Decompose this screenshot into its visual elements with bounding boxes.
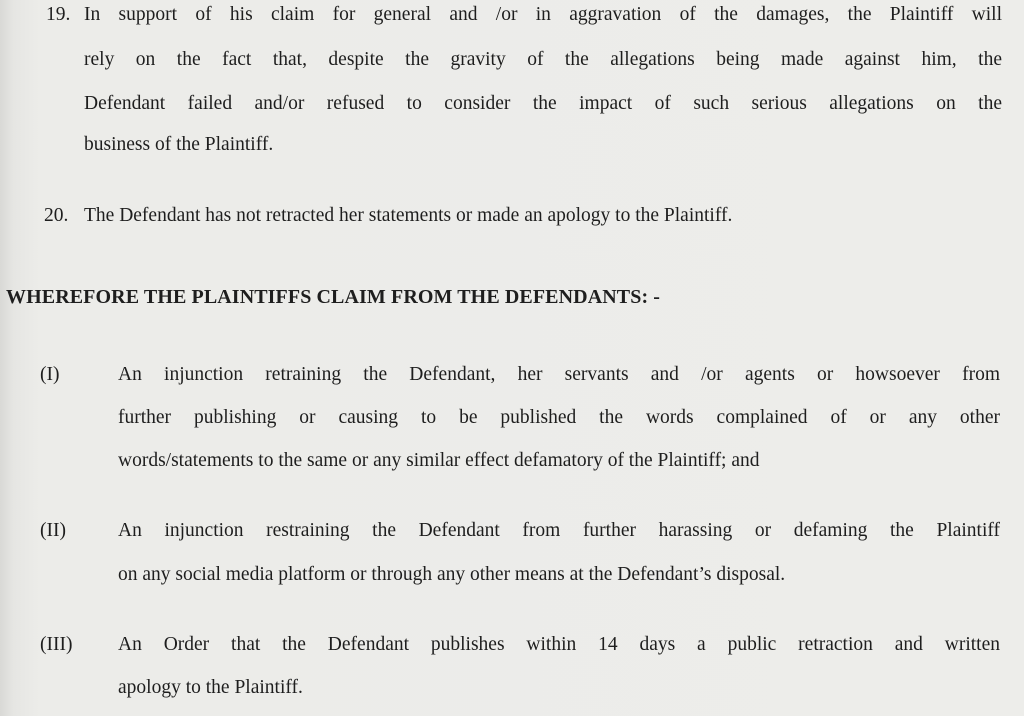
- claim-line: An Order that the Defendant publishes within 14 days a public retraction and written: [118, 634, 1000, 655]
- claim-line: words/statements to the same or any similar effect defamatory of the Plaintiff; and: [118, 450, 760, 471]
- claim-numeral: (III): [40, 634, 73, 655]
- paragraph-line: Defendant failed and/or refused to consider the impact of such serious allegations on the: [84, 93, 1002, 114]
- section-heading: WHEREFORE THE PLAINTIFFS CLAIM FROM THE DEFENDANTS: -: [6, 286, 661, 308]
- claim-line: An injunction retraining the Defendant, her servants and /or agents or howsoever from: [118, 364, 1000, 385]
- claim-line: on any social media platform or through any other means at the Defendant’s disposal.: [118, 564, 786, 585]
- claim-line: apology to the Plaintiff.: [118, 677, 303, 698]
- claim-line: further publishing or causing to be published the words complained of or any other: [118, 407, 1000, 428]
- paragraph-line: The Defendant has not retracted her statements or made an apology to the Plaintiff.: [84, 205, 733, 226]
- paragraph-line: business of the Plaintiff.: [84, 134, 274, 155]
- paragraph-number: 20.: [44, 205, 69, 226]
- claim-numeral: (II): [40, 520, 66, 541]
- paragraph-number: 19.: [46, 4, 71, 25]
- paragraph-line: rely on the fact that, despite the gravity of the allegations being made against him, the: [84, 49, 1002, 70]
- claim-line: An injunction restraining the Defendant from further harassing or defaming the Plaintiff: [118, 520, 1000, 541]
- paragraph-line: In support of his claim for general and /or in aggravation of the damages, the Plaintiff will: [84, 4, 1002, 25]
- claim-numeral: (I): [40, 364, 60, 385]
